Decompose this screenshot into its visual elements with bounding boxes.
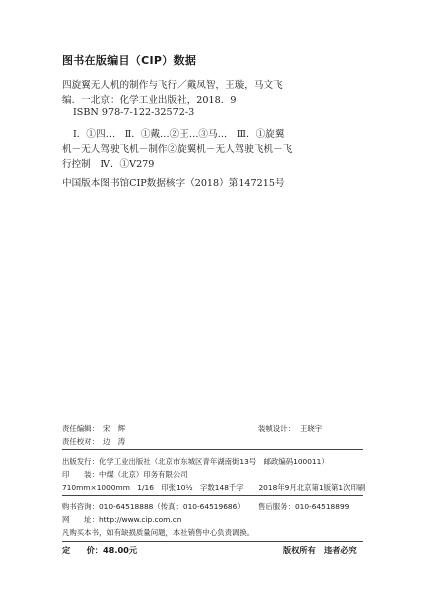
cip-line-isbn: ISBN 978-7-122-32572-3	[73, 107, 195, 118]
divider-footer	[62, 541, 363, 542]
designer-label: 装帧设计：	[258, 424, 295, 433]
divider-publish	[62, 495, 363, 496]
cip-line-subject-1: Ⅰ．①四… Ⅱ．①戴…②王…③马… Ⅲ．①旋翼	[73, 129, 285, 140]
cip-line-publisher: 编．一北京：化学工业出版社，2018．9	[62, 95, 237, 106]
format-line: 710mm×1000mm 1/16 印张10½ 字数148千字 2018年9月北京第1版第1次印刷	[62, 483, 366, 492]
proof-name: 边 涛	[103, 437, 126, 446]
purchase-phone: 购书咨询：010-64518888（传真：010-64519686）	[62, 502, 245, 511]
price-label: 定 价：48.00元	[62, 545, 138, 555]
designer-name: 王晓宇	[300, 424, 323, 433]
publisher-line: 出版发行：化学工业出版社（北京市东城区青年湖南街13号 邮政编码100011）	[62, 457, 329, 466]
cip-title: 图书在版编目（CIP）数据	[62, 54, 197, 67]
editor-name: 宋 辉	[103, 424, 126, 433]
website-link[interactable]: 网 址：http://www.cip.com.cn	[62, 515, 182, 524]
cip-line-subject-2: 机－无人驾驶飞机－制作②旋翼机－无人驾驶飞机－飞	[62, 144, 293, 155]
proof-label: 责任校对：	[62, 437, 99, 446]
divider-credits	[62, 449, 363, 450]
editor-label: 责任编辑：	[62, 424, 99, 433]
service-phone: 售后服务：010-64518899	[258, 502, 350, 511]
cip-library-record: 中国版本图书馆CIP数据核字（2018）第147215号	[62, 178, 285, 189]
cip-line-subject-3: 行控制 Ⅳ．①V279	[62, 159, 155, 170]
copyright-notice: 版权所有 违者必究	[283, 545, 357, 555]
return-notice: 凡购买本书，如有缺损质量问题，本社销售中心负责调换。	[62, 528, 255, 537]
cip-line-title: 四旋翼无人机的制作与飞行／戴凤智，王璇，马文飞	[62, 80, 283, 91]
printer-line: 印 装：中煤（北京）印务有限公司	[62, 470, 188, 479]
